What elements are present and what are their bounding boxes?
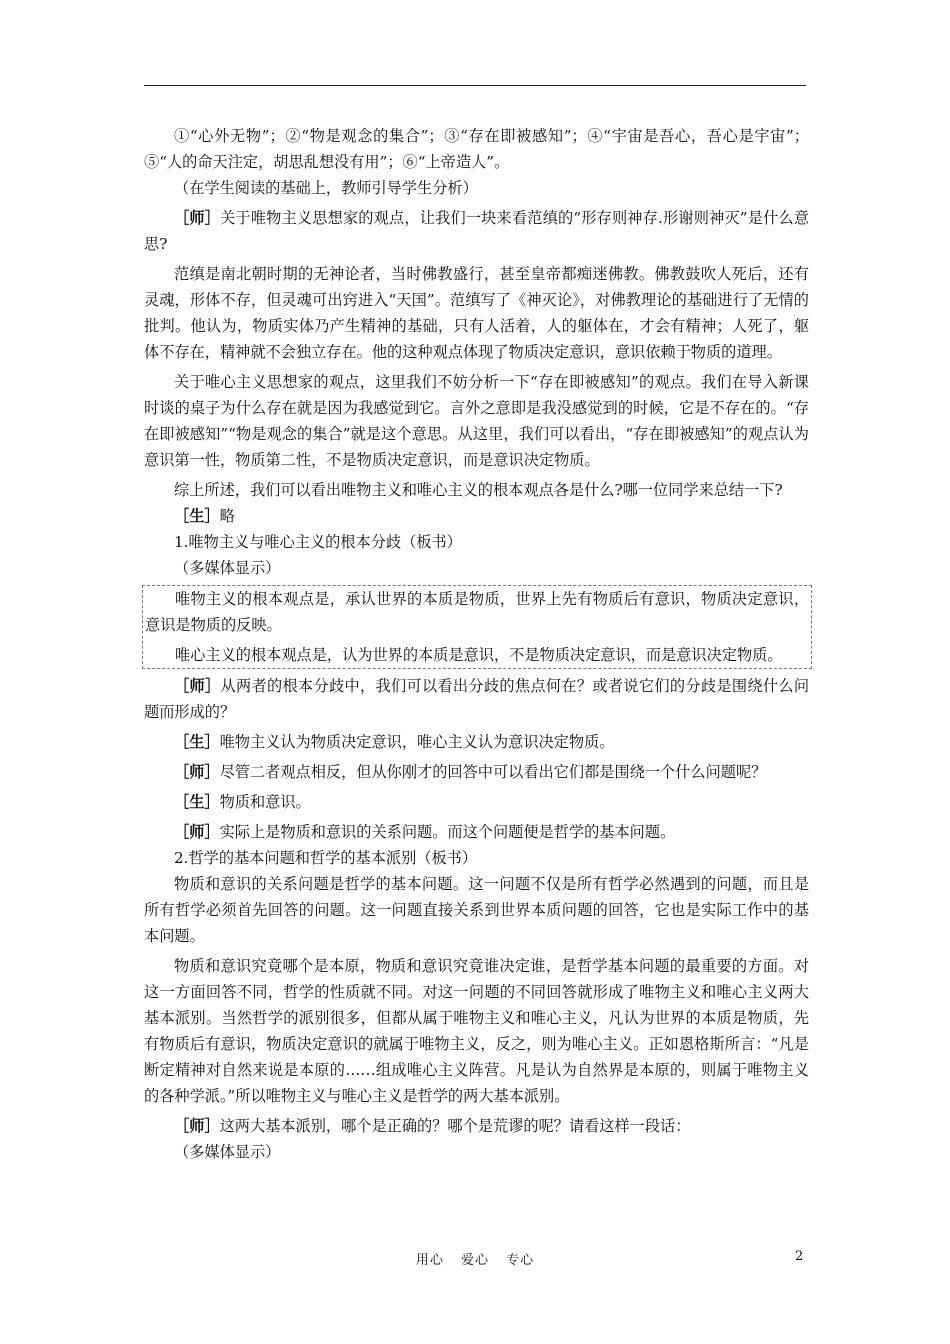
dialogue-text: 实际上是物质和意识的关系问题。而这个问题便是哲学的基本问题。 bbox=[219, 823, 676, 841]
teacher-tag: ［师］ bbox=[174, 677, 221, 695]
multimedia-box bbox=[142, 585, 812, 669]
student-tag: ［生］ bbox=[174, 733, 220, 751]
student-dialogue bbox=[144, 729, 809, 755]
footer-motto-word: 用心 bbox=[415, 1253, 444, 1268]
teacher-dialogue bbox=[144, 759, 809, 785]
teacher-dialogue bbox=[144, 819, 809, 845]
box-paragraph-idealism: 唯心主义的根本观点是，认为世界的本质是意识，不是物质决定意识，而是意识决定物质。 bbox=[175, 646, 783, 664]
box-paragraph-materialism: 唯物主义的根本观点是，承认世界的本质是物质，世界上先有物质后有意识，物质决定意识，意识是物质的反映。 bbox=[145, 590, 809, 634]
teacher-tag: ［师］ bbox=[174, 763, 220, 781]
multimedia-note: （多媒体显示） bbox=[174, 559, 281, 577]
paragraph-note: （在学生阅读的基础上，教师引导学生分析） bbox=[174, 179, 478, 197]
multimedia-note: （多媒体显示） bbox=[174, 1143, 281, 1161]
section-heading: 1.唯物主义与唯心主义的根本分歧（板书） bbox=[174, 533, 462, 551]
dialogue-text: 这两大基本派别，哪个是正确的？哪个是荒谬的呢？请看这样一段话： bbox=[219, 1117, 691, 1135]
teacher-tag: ［师］ bbox=[174, 823, 220, 841]
dialogue-text: 关于唯物主义思想家的观点，让我们一块来看范缜的“形存则神存.形谢则神灭”是什么意思? bbox=[144, 209, 810, 253]
paragraph-idealism: 关于唯心主义思想家的观点，这里我们不妨分析一下“存在即被感知”的观点。我们在导入新课时谈的桌子为什么存在就是因为我感觉到它。言外之意即是我没感觉到的时候，它是不存在的。“存在即被感知”“物是观念的集合”就是这个意思。从这里，我们可以看出，“存在即被感知”的观点认为意识第一性，物质第二性，不是物质决定意识，而是意识决定物质。 bbox=[144, 373, 809, 469]
dialogue-text: 从两者的根本分歧中，我们可以看出分歧的焦点何在？或者说它们的分歧是围绕什么问题而形成的？ bbox=[144, 677, 810, 721]
student-dialogue bbox=[144, 503, 809, 529]
document-body bbox=[144, 123, 809, 1165]
footer-motto-word: 爱心 bbox=[460, 1253, 489, 1268]
student-tag: ［生］ bbox=[174, 507, 220, 525]
teacher-dialogue bbox=[144, 673, 809, 725]
teacher-tag: ［师］ bbox=[174, 209, 221, 227]
paragraph-quotes-list: ①“心外无物”；②“物是观念的集合”；③“存在即被感知”；④“宇宙是吾心，吾心是宇宙”；⑤“人的命天注定，胡思乱想没有用”；⑥“上帝造人”。 bbox=[144, 127, 809, 171]
dialogue-text: 物质和意识。 bbox=[219, 793, 311, 811]
dialogue-text: 尽管二者观点相反，但从你刚才的回答中可以看出它们都是围绕一个什么问题呢？ bbox=[219, 763, 767, 781]
teacher-dialogue bbox=[144, 205, 809, 257]
paragraph-basic-question: 物质和意识的关系问题是哲学的基本问题。这一问题不仅是所有哲学必然遇到的问题，而且是所有哲学必须首先回答的问题。这一问题直接关系到世界本质问题的回答，它也是实际工作中的基本问题。 bbox=[144, 875, 809, 945]
footer-motto bbox=[0, 1249, 950, 1268]
section-heading: 2.哲学的基本问题和哲学的基本派别（板书） bbox=[174, 849, 478, 867]
page-number: 2 bbox=[795, 1249, 804, 1264]
teacher-dialogue bbox=[144, 1113, 809, 1139]
paragraph-two-schools: 物质和意识究竟哪个是本原，物质和意识究竟谁决定谁，是哲学基本问题的最重要的方面。对这一方面回答不同，哲学的性质就不同。对这一问题的不同回答就形成了唯物主义和唯心主义两大基本派别。当然哲学的派别很多，但都从属于唯物主义和唯心主义，凡认为世界的本质是物质，先有物质后有意识，物质决定意识的就属于唯物主义，反之，则为唯心主义。正如恩格斯所言：“凡是断定精神对自然来说是本原的……组成唯心主义阵营。凡是认为自然界是本原的，则属于唯物主义的各种学派。”所以唯物主义与唯心主义是哲学的两大基本派别。 bbox=[144, 957, 809, 1105]
paragraph-summary-question: 综上所述，我们可以看出唯物主义和唯心主义的根本观点各是什么?哪一位同学来总结一下? bbox=[174, 481, 783, 499]
student-dialogue bbox=[144, 789, 809, 815]
dialogue-text: 唯物主义认为物质决定意识，唯心主义认为意识决定物质。 bbox=[219, 733, 615, 751]
teacher-tag: ［师］ bbox=[174, 1117, 220, 1135]
paragraph-fan-zhen: 范缜是南北朝时期的无神论者，当时佛教盛行，甚至皇帝都痴迷佛教。佛教鼓吹人死后，还有灵魂，形体不存，但灵魂可出窍进入“天国”。范缜写了《神灭论》，对佛教理论的基础进行了无情的批判。他认为，物质实体乃产生精神的基础，只有人活着，人的躯体在，才会有精神；人死了，躯体不存在，精神就不会独立存在。他的这种观点体现了物质决定意识，意识依赖于物质的道理。 bbox=[144, 265, 809, 361]
footer-motto-word: 专心 bbox=[506, 1253, 535, 1268]
header-rule bbox=[144, 85, 806, 86]
dialogue-text: 略 bbox=[219, 507, 235, 525]
student-tag: ［生］ bbox=[174, 793, 220, 811]
